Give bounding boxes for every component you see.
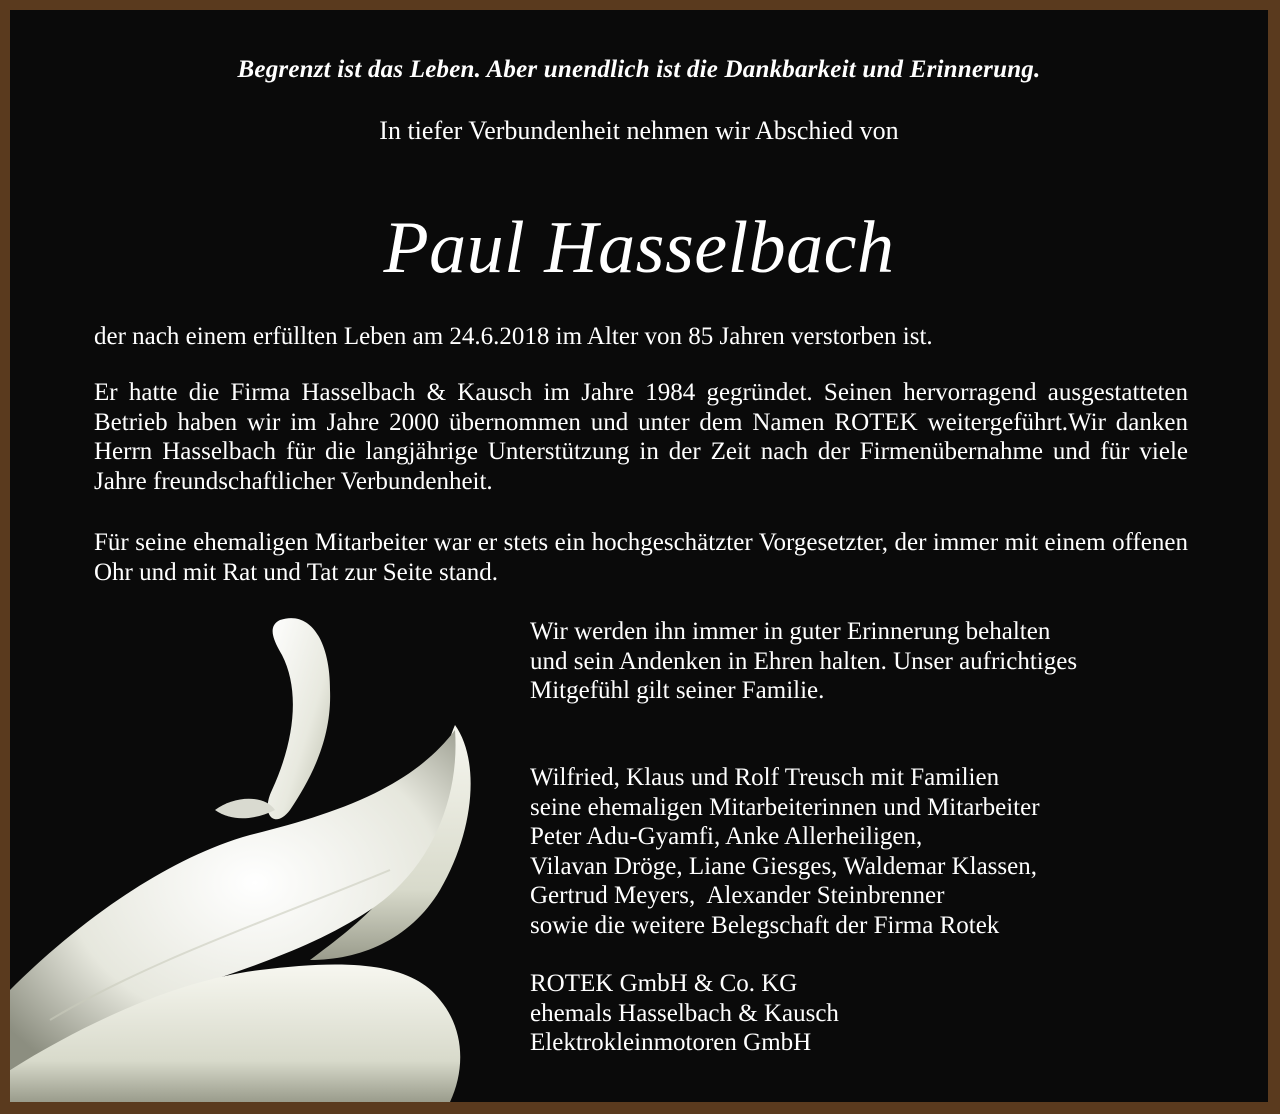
signer-line: seine ehemaligen Mitarbeiterinnen und Mitarbeiter <box>530 793 1040 821</box>
company-line: ROTEK GmbH & Co. KG <box>530 970 798 997</box>
death-statement: der nach einem erfüllten Leben am 24.6.2018 im Alter von 85 Jahren verstorben ist. <box>94 323 933 350</box>
obituary-card <box>10 10 1268 1102</box>
lily-flower-image <box>10 600 490 1102</box>
signer-line: Vilavan Dröge, Liane Giesges, Waldemar Klassen, <box>530 852 1037 880</box>
company-line: ehemals Hasselbach & Kausch <box>530 999 839 1027</box>
signer-line: Peter Adu-Gyamfi, Anke Allerheiligen, <box>530 823 923 850</box>
closing-line: Mitgefühl gilt seiner Familie. <box>530 677 825 704</box>
closing-message <box>530 617 1230 706</box>
closing-line: Wir werden ihn immer in guter Erinnerung behalten <box>530 618 1051 645</box>
signers-list <box>530 763 1230 940</box>
closing-line: und sein Andenken in Ehren halten. Unser aufrichtiges <box>530 647 1078 675</box>
company-history-paragraph: Er hatte die Firma Hasselbach & Kausch im Jahre 1984 gegründet. Seinen hervorragend ausgestatteten Betrieb haben wir im Jahre 2000 übernommen und unter dem Namen ROTEK weitergeführt.Wir danken Herrn Hasselbach für die langjährige Unterstützung in der Zeit nach der Firmenübernahme und für viele Jahre freundschaftlicher Verbundenheit. <box>94 379 1188 495</box>
company-line: Elektrokleinmotoren GmbH <box>530 1029 812 1056</box>
intro-line: In tiefer Verbundenheit nehmen wir Abschied von <box>379 116 899 145</box>
company-signature <box>530 969 1230 1058</box>
motto-line: Begrenzt ist das Leben. Aber unendlich ist die Dankbarkeit und Erinnerung. <box>237 56 1041 83</box>
signer-line: Gertrud Meyers, Alexander Steinbrenner <box>530 882 945 909</box>
deceased-name: Paul Hasselbach <box>383 207 895 289</box>
signer-line: Wilfried, Klaus und Rolf Treusch mit Familien <box>530 764 1000 791</box>
signer-line: sowie die weitere Belegschaft der Firma Rotek <box>530 911 1000 939</box>
tribute-paragraph: Für seine ehemaligen Mitarbeiter war er stets ein hochgeschätzter Vorgesetzter, der immer mit einem offenen Ohr und mit Rat und Tat zur Seite stand. <box>94 529 1188 586</box>
